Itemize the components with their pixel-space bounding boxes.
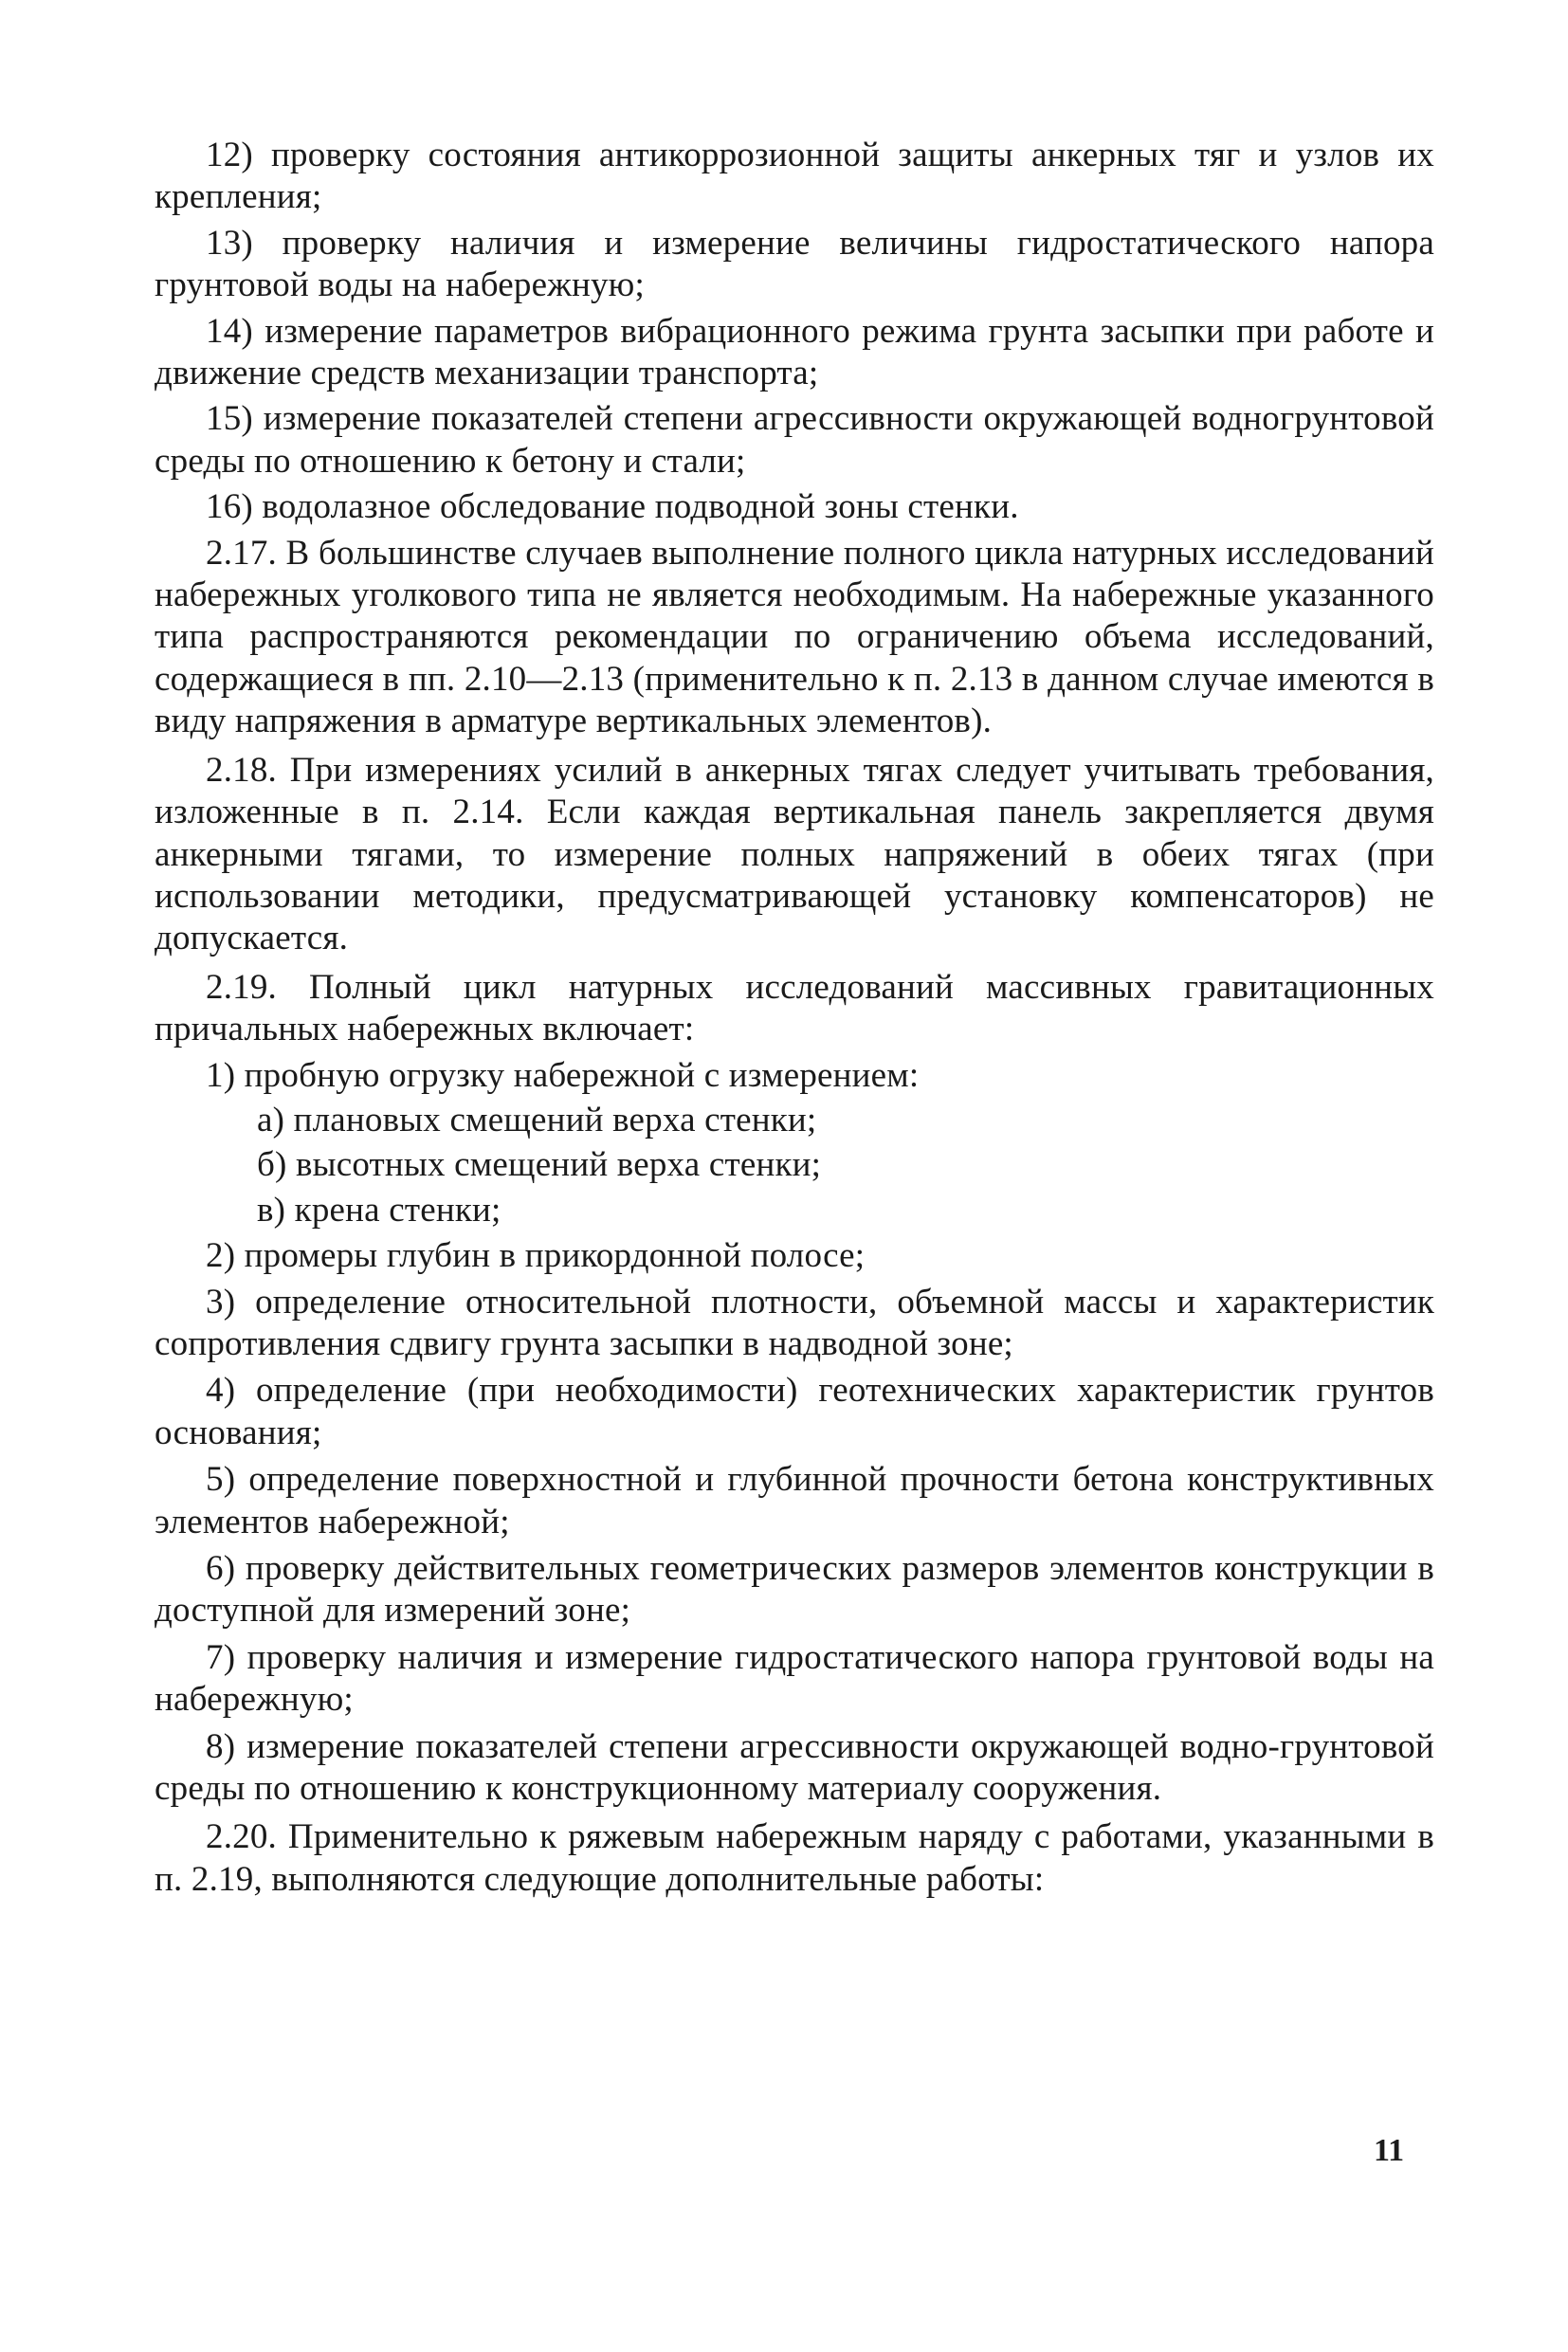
list-item-1: 1) пробную огрузку набережной с измерением: <box>206 1055 920 1095</box>
page-number: 11 <box>1374 2133 1405 2168</box>
item-12-paragraph: 12) проверку состояния антикоррозионной защиты анкерных тяг и узлов их крепления; <box>155 136 1434 217</box>
item-13-paragraph: 13) проверку наличия и измерение величины гидростатического напора грунтовой воды на набережную; <box>155 223 1434 305</box>
item-15-paragraph: 15) измерение показателей степени агрессивности окружающей водногрунтовой среды по отношению к бетону и стали; <box>155 399 1434 481</box>
list-item-2: 2) промеры глубин в прикордонной полосе; <box>206 1236 866 1276</box>
section-2-18-paragraph: 2.18. При измерениях усилий в анкерных тягах следует учитывать требования, изложенные в п. 2.14. Если каждая вертикальная панель закрепляется двумя анкерными тягами, то измерение полных напряжений в обеих тягах (при использовании методики, предусматривающей установку компенсаторов) не допускается. <box>155 750 1434 958</box>
sub-item-b: б) высотных смещений верха стенки; <box>257 1145 822 1185</box>
list-item-4: 4) определение (при необходимости) геотехнических характеристик грунтов основания; <box>155 1371 1434 1452</box>
sub-item-v: в) крена стенки; <box>257 1190 501 1230</box>
section-2-17-paragraph: 2.17. В большинстве случаев выполнение полного цикла натурных исследований набережных уголкового типа не является необходимым. На набережные указанного типа распространяются рекомендации по ограничению объема исследований, содержащиеся в пп. 2.10—2.13 (применительно к п. 2.13 в данном случае имеются в виду напряжения в арматуре вертикальных элементов). <box>155 533 1434 741</box>
list-item-6: 6) проверку действительных геометрических размеров элементов конструкции в доступной для измерений зоне; <box>155 1549 1434 1631</box>
item-14-paragraph: 14) измерение параметров вибрационного режима грунта засыпки при работе и движение средств механизации транспорта; <box>155 311 1434 393</box>
section-2-19-paragraph: 2.19. Полный цикл натурных исследований массивных гравитационных причальных набережных включает: <box>155 967 1434 1049</box>
section-2-20-paragraph: 2.20. Применительно к ряжевым набережным наряду с работами, указанными в п. 2.19, выполняются следующие дополнительные работы: <box>155 1817 1434 1899</box>
list-item-5: 5) определение поверхностной и глубинной прочности бетона конструктивных элементов набережной; <box>155 1460 1434 1541</box>
list-item-8: 8) измерение показателей степени агрессивности окружающей водно-грунтовой среды по отношению к конструкционному материалу сооружения. <box>155 1726 1434 1809</box>
item-16-paragraph: 16) водолазное обследование подводной зоны стенки. <box>206 487 1019 527</box>
sub-item-a: а) плановых смещений верха стенки; <box>257 1100 817 1140</box>
list-item-7: 7) проверку наличия и измерение гидростатического напора грунтовой воды на набережную; <box>155 1637 1434 1720</box>
list-item-3: 3) определение относительной плотности, объемной массы и характеристик сопротивления сдвигу грунта засыпки в надводной зоне; <box>155 1282 1434 1363</box>
document-page <box>155 135 1434 1901</box>
